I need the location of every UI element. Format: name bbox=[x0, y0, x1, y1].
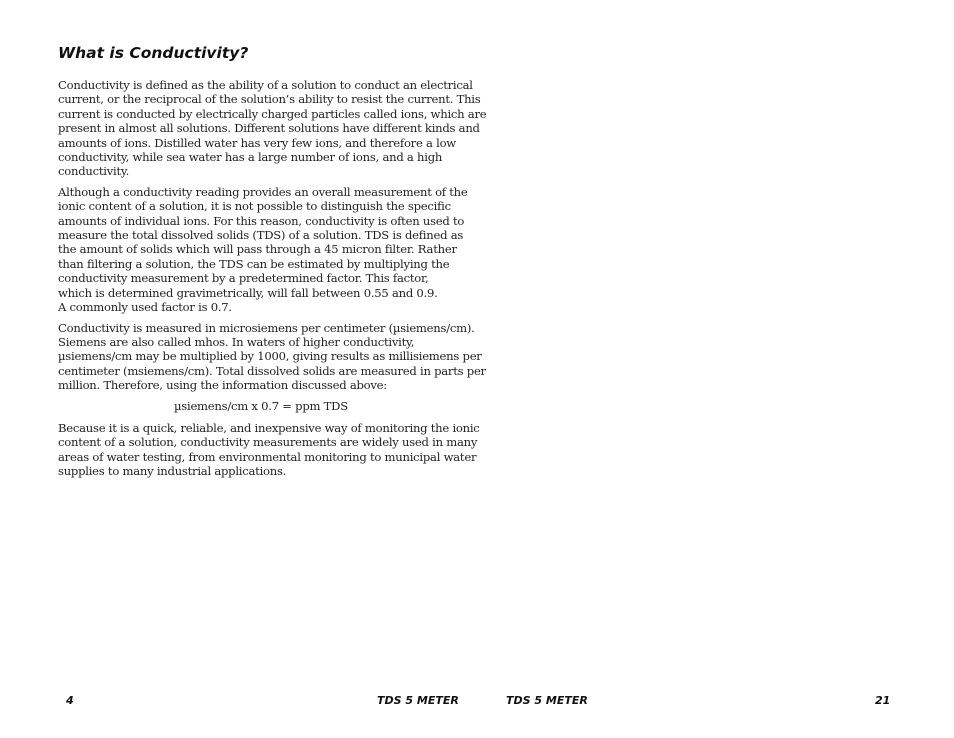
text-line: Because it is a quick, reliable, and inexpensive way of monitoring the ionic bbox=[58, 420, 480, 435]
text-line: million. Therefore, using the information discussed above: bbox=[58, 378, 387, 393]
text-line: Conductivity is measured in microsiemens per centimeter (µsiemens/cm). bbox=[58, 320, 475, 335]
body-text bbox=[58, 78, 487, 485]
text-line: centimeter (msiemens/cm). Total dissolved solids are measured in parts per bbox=[58, 363, 486, 378]
page-number: 21 bbox=[875, 694, 891, 707]
text-line: current is conducted by electrically charged particles called ions, which are bbox=[58, 106, 487, 121]
footer-title: TDS 5 METER bbox=[506, 694, 588, 707]
page-number: 4 bbox=[66, 694, 74, 707]
text-line: the amount of solids which will pass through a 45 micron filter. Rather bbox=[58, 242, 457, 257]
text-line: Although a conductivity reading provides an overall measurement of the bbox=[58, 184, 468, 199]
text-line: areas of water testing, from environmental monitoring to municipal water bbox=[58, 449, 477, 464]
section-heading: What is Conductivity? bbox=[58, 44, 249, 62]
conversion-formula: µsiemens/cm x 0.7 = ppm TDS bbox=[174, 398, 348, 413]
text-line: which is determined gravimetrically, will fall between 0.55 and 0.9. bbox=[58, 285, 438, 300]
text-line: content of a solution, conductivity measurements are widely used in many bbox=[58, 435, 478, 450]
text-line: ionic content of a solution, it is not possible to distinguish the specific bbox=[58, 199, 451, 214]
text-line: amounts of individual ions. For this reason, conductivity is often used to bbox=[58, 213, 465, 228]
right-page bbox=[477, 0, 954, 738]
text-line: conductivity. bbox=[58, 164, 130, 179]
text-line: µsiemens/cm may be multiplied by 1000, giving results as millisiemens per bbox=[58, 349, 482, 364]
paragraph-definition bbox=[58, 78, 487, 179]
paragraph-units bbox=[58, 320, 486, 393]
text-line: current, or the reciprocal of the solution’s ability to resist the current. This bbox=[58, 92, 481, 107]
text-line: Siemens are also called mhos. In waters of higher conductivity, bbox=[58, 334, 415, 349]
text-line: conductivity, while sea water has a large number of ions, and a high bbox=[58, 150, 443, 165]
text-line: measure the total dissolved solids (TDS) of a solution. TDS is defined as bbox=[58, 228, 464, 243]
text-line: present in almost all solutions. Different solutions have different kinds and bbox=[58, 121, 480, 136]
text-line: Conductivity is defined as the ability of a solution to conduct an electrical bbox=[58, 78, 473, 92]
text-line: amounts of ions. Distilled water has very few ions, and therefore a low bbox=[58, 135, 456, 150]
text-line: conductivity measurement by a predetermined factor. This factor, bbox=[58, 271, 429, 286]
text-line: A commonly used factor is 0.7. bbox=[58, 300, 232, 315]
paragraph-closing bbox=[58, 420, 480, 479]
paragraph-tds bbox=[58, 184, 468, 315]
text-line: than filtering a solution, the TDS can be estimated by multiplying the bbox=[58, 256, 450, 271]
footer-title: TDS 5 METER bbox=[377, 694, 459, 707]
text-line: supplies to many industrial applications. bbox=[58, 464, 287, 479]
